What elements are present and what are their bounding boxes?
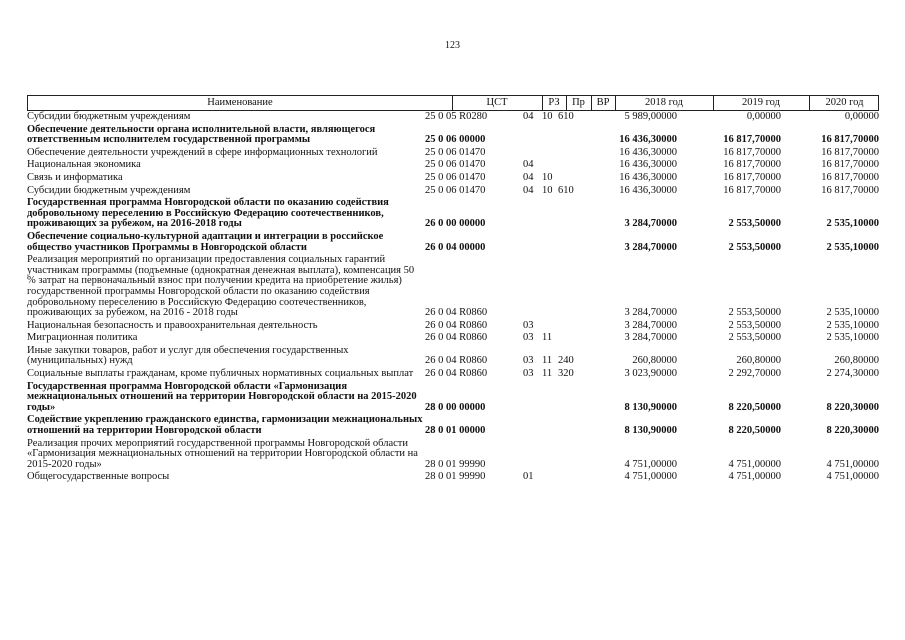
table-row — [27, 198, 879, 230]
cell-2020: 16 817,70000 — [821, 134, 879, 146]
cell-pr: 10 — [542, 184, 553, 196]
header-vr: ВР — [596, 97, 610, 108]
cell-name: Реализация мероприятий по организации предоставления социальных гарантий участникам программы (подъемные (однократная денежная выплата), компенсация 50 % затрат на первоначальный взнос при получении кредита на приобретение жилья) государственной программы Новгородской области по оказанию содействия добровольному переселению в Российскую Федерацию соотечественников, проживающих за рубежом, на 2016 - 2018 годы — [27, 254, 415, 319]
cell-2019: 16 817,70000 — [723, 171, 781, 183]
cell-2019: 2 553,50000 — [728, 241, 781, 253]
table-row — [27, 112, 879, 123]
cell-cst: 25 0 06 01470 — [425, 159, 486, 171]
cell-vr: 610 — [558, 111, 574, 122]
cell-rz: 03 — [523, 368, 534, 380]
cell-2019: 2 553,50000 — [728, 319, 781, 331]
cell-name: Миграционная политика — [27, 332, 138, 344]
cell-2019: 8 220,50000 — [728, 425, 781, 437]
cell-pr: 11 — [542, 368, 553, 380]
cell-vr: 320 — [558, 368, 574, 380]
table-row — [27, 173, 879, 184]
cell-name: Государственная программа Новгородской области «Гармонизация межнациональных отношений на территории Новгородской области на 2015-2020 годы» — [27, 380, 417, 413]
table-header — [27, 95, 879, 111]
cell-name: Национальная безопасность и правоохранительная деятельность — [27, 319, 318, 331]
header-rz: РЗ — [548, 97, 560, 108]
table-row — [27, 346, 879, 367]
cell-cst: 25 0 05 R0280 — [425, 111, 488, 122]
cell-2019: 16 817,70000 — [723, 159, 781, 171]
cell-2019: 2 553,50000 — [728, 218, 781, 230]
cell-2019: 2 553,50000 — [728, 332, 781, 344]
cell-2020: 2 535,10000 — [826, 307, 879, 319]
header-2019: 2019 год — [742, 97, 780, 108]
cell-vr: 610 — [558, 184, 574, 196]
cell-pr: 10 — [542, 111, 553, 122]
table-row — [27, 382, 879, 414]
cell-2020: 8 220,30000 — [826, 401, 879, 413]
cell-pr: 10 — [542, 171, 553, 183]
cell-2019: 4 751,00000 — [728, 471, 781, 483]
cell-cst: 28 0 01 99990 — [425, 471, 486, 483]
cell-pr: 11 — [542, 332, 553, 344]
cell-name: Реализация прочих мероприятий государственной программы Новгородской области «Гармонизация межнациональных отношений на территории Новгородской области на 2015-2020 годы» — [27, 437, 418, 470]
cell-2020: 2 535,10000 — [826, 332, 879, 344]
table-body — [27, 112, 879, 483]
cell-cst: 25 0 06 01470 — [425, 146, 486, 158]
cell-name: Субсидии бюджетным учреждениям — [27, 111, 191, 122]
cell-2019: 16 817,70000 — [723, 134, 781, 146]
cell-name: Общегосударственные вопросы — [27, 471, 170, 483]
cell-2020: 260,80000 — [834, 355, 879, 367]
cell-2018: 8 130,90000 — [624, 425, 677, 437]
cell-name: Иные закупки товаров, работ и услуг для обеспечения государственных (муниципальных) нужд — [27, 344, 349, 367]
cell-2020: 2 274,30000 — [826, 368, 879, 380]
cell-name: Государственная программа Новгородской области по оказанию содействия добровольному переселению в Российскую Федерацию соотечественников, проживающих за рубежом, на 2016-2018 годы — [27, 197, 389, 230]
cell-rz: 01 — [523, 471, 534, 483]
cell-cst: 26 0 04 00000 — [425, 241, 486, 253]
header-2018: 2018 год — [645, 97, 683, 108]
cell-2018: 4 751,00000 — [624, 458, 677, 470]
cell-2018: 3 284,70000 — [624, 241, 677, 253]
cell-rz: 04 — [523, 159, 534, 171]
table-row — [27, 186, 879, 197]
cell-2019: 16 817,70000 — [723, 184, 781, 196]
cell-cst: 26 0 04 R0860 — [425, 319, 488, 331]
header-2020: 2020 год — [825, 97, 864, 108]
cell-2018: 5 989,00000 — [624, 111, 677, 122]
cell-2018: 4 751,00000 — [624, 471, 677, 483]
cell-2018: 3 284,70000 — [624, 319, 677, 331]
cell-cst: 28 0 01 99990 — [425, 458, 486, 470]
cell-cst: 28 0 01 00000 — [425, 425, 486, 437]
cell-2018: 3 023,90000 — [624, 368, 677, 380]
cell-2018: 3 284,70000 — [624, 218, 677, 230]
cell-rz: 03 — [523, 332, 534, 344]
cell-2020: 2 535,10000 — [826, 218, 879, 230]
cell-vr: 240 — [558, 355, 574, 367]
cell-name: Субсидии бюджетным учреждениям — [27, 184, 191, 196]
cell-rz: 03 — [523, 319, 534, 331]
table-row — [27, 232, 879, 253]
cell-rz: 04 — [523, 111, 534, 122]
cell-2020: 16 817,70000 — [821, 146, 879, 158]
cell-2020: 16 817,70000 — [821, 184, 879, 196]
cell-name: Содействие укреплению гражданского единства, гармонизации межнациональных отношений на территории Новгородской области — [27, 414, 423, 437]
cell-2019: 260,80000 — [736, 355, 781, 367]
cell-2020: 4 751,00000 — [826, 458, 879, 470]
cell-name: Обеспечение социально-культурной адаптации и интеграции в российское общество участников Программы в Новгородской области — [27, 230, 384, 253]
cell-2019: 4 751,00000 — [728, 458, 781, 470]
header-name: Наименование — [207, 97, 273, 108]
header-cst: ЦСТ — [486, 97, 508, 108]
cell-2018: 16 436,30000 — [619, 171, 677, 183]
cell-2018: 8 130,90000 — [624, 401, 677, 413]
cell-2018: 260,80000 — [632, 355, 677, 367]
cell-2019: 2 292,70000 — [728, 368, 781, 380]
table-row — [27, 472, 879, 483]
cell-rz: 04 — [523, 184, 534, 196]
cell-cst: 25 0 06 01470 — [425, 184, 486, 196]
cell-cst: 26 0 04 R0860 — [425, 368, 488, 380]
cell-2019: 8 220,50000 — [728, 401, 781, 413]
cell-2020: 2 535,10000 — [826, 241, 879, 253]
cell-2020: 16 817,70000 — [821, 171, 879, 183]
cell-name: Национальная экономика — [27, 159, 141, 171]
cell-2020: 8 220,30000 — [826, 425, 879, 437]
cell-cst: 26 0 04 R0860 — [425, 307, 488, 319]
cell-pr: 11 — [542, 355, 553, 367]
cell-name: Обеспечение деятельности органа исполнительной власти, являющегося ответственным исполнителем государственной программы — [27, 123, 376, 146]
cell-cst: 26 0 04 R0860 — [425, 332, 488, 344]
table-row — [27, 255, 879, 319]
cell-name: Социальные выплаты гражданам, кроме публичных нормативных социальных выплат — [27, 368, 414, 380]
cell-rz: 04 — [523, 171, 534, 183]
cell-cst: 26 0 04 R0860 — [425, 355, 488, 367]
cell-2018: 16 436,30000 — [619, 184, 677, 196]
cell-2019: 0,00000 — [746, 111, 781, 122]
table-row — [27, 439, 879, 471]
cell-name: Обеспечение деятельности учреждений в сфере информационных технологий — [27, 146, 378, 158]
cell-rz: 03 — [523, 355, 534, 367]
budget-table — [27, 95, 879, 483]
cell-2019: 2 553,50000 — [728, 307, 781, 319]
table-row — [27, 333, 879, 344]
cell-2018: 16 436,30000 — [619, 134, 677, 146]
cell-name: Связь и информатика — [27, 171, 123, 183]
cell-2020: 0,00000 — [844, 111, 879, 122]
table-row — [27, 321, 879, 332]
cell-2020: 2 535,10000 — [826, 319, 879, 331]
cell-cst: 25 0 06 00000 — [425, 134, 486, 146]
cell-2020: 16 817,70000 — [821, 159, 879, 171]
cell-2018: 16 436,30000 — [619, 159, 677, 171]
cell-cst: 28 0 00 00000 — [425, 401, 486, 413]
table-row — [27, 369, 879, 380]
cell-2018: 16 436,30000 — [619, 146, 677, 158]
header-pr: Пр — [572, 97, 585, 108]
cell-2018: 3 284,70000 — [624, 307, 677, 319]
cell-2018: 3 284,70000 — [624, 332, 677, 344]
cell-cst: 26 0 00 00000 — [425, 218, 486, 230]
table-row — [27, 415, 879, 436]
cell-2019: 16 817,70000 — [723, 146, 781, 158]
cell-2020: 4 751,00000 — [826, 471, 879, 483]
table-row — [27, 160, 879, 171]
page-number: 123 — [445, 40, 460, 51]
table-row — [27, 148, 879, 159]
table-row — [27, 125, 879, 146]
cell-cst: 25 0 06 01470 — [425, 171, 486, 183]
